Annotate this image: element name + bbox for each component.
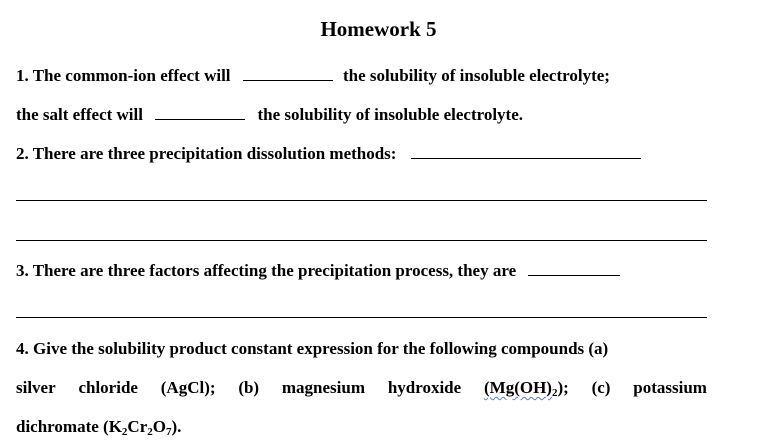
question-1-line-2 [16,105,523,125]
q4-line3-start: dichromate (K [16,417,122,436]
cr-symbol: Cr [127,417,148,436]
question-1-line-1 [16,66,610,86]
o-symbol: O [152,417,166,436]
o-subscript: 7 [165,426,172,438]
mg-formula-end: ); [557,378,569,397]
q4-word: (b) [238,378,260,397]
question-4-line-2 [16,378,707,398]
question-2-text: 2. There are three precipitation dissolution methods: [16,144,397,163]
page-title: Homework 5 [320,17,437,41]
mg-formula-subscript: 2 [551,387,558,399]
question-4-line-1 [16,339,608,359]
question-2-blank-2[interactable] [16,200,707,201]
q4-word: (AgCl); [160,378,216,397]
q4-word: chloride [78,378,138,397]
question-1-text-d: the solubility of insoluble electrolyte. [257,105,524,124]
question-4-text-line-1: 4. Give the solubility product constant expression for the following compounds (a) [16,339,609,358]
q4-word: potassium [633,378,707,397]
q4-word: silver [16,378,56,397]
q4-word: (c) [591,378,611,397]
question-1-blank-1[interactable] [243,66,333,81]
question-1-text-c: the salt effect will [16,105,143,124]
question-2-blank-3[interactable] [16,240,707,241]
question-2-line [16,144,641,164]
k-subscript: 2 [121,426,128,438]
question-3-line [16,261,620,281]
question-3-blank-2[interactable] [16,317,707,318]
question-1-text-a: 1. The common-ion effect will [16,66,231,85]
question-2-blank-1[interactable] [411,144,641,159]
question-3-blank-1[interactable] [528,261,620,276]
q4-word: hydroxide [387,378,462,397]
question-1-blank-2[interactable] [155,105,245,120]
question-3-text: 3. There are three factors affecting the precipitation process, they are [16,261,517,280]
q4-line3-end: ). [171,417,182,436]
question-4-line-3 [16,417,181,437]
cr-subscript: 2 [147,426,153,438]
mg-oh-formula [484,378,569,398]
q4-word: magnesium [281,378,366,397]
mg-formula-start: (Mg(OH) [483,378,552,397]
question-1-text-b: the solubility of insoluble electrolyte; [343,66,610,85]
